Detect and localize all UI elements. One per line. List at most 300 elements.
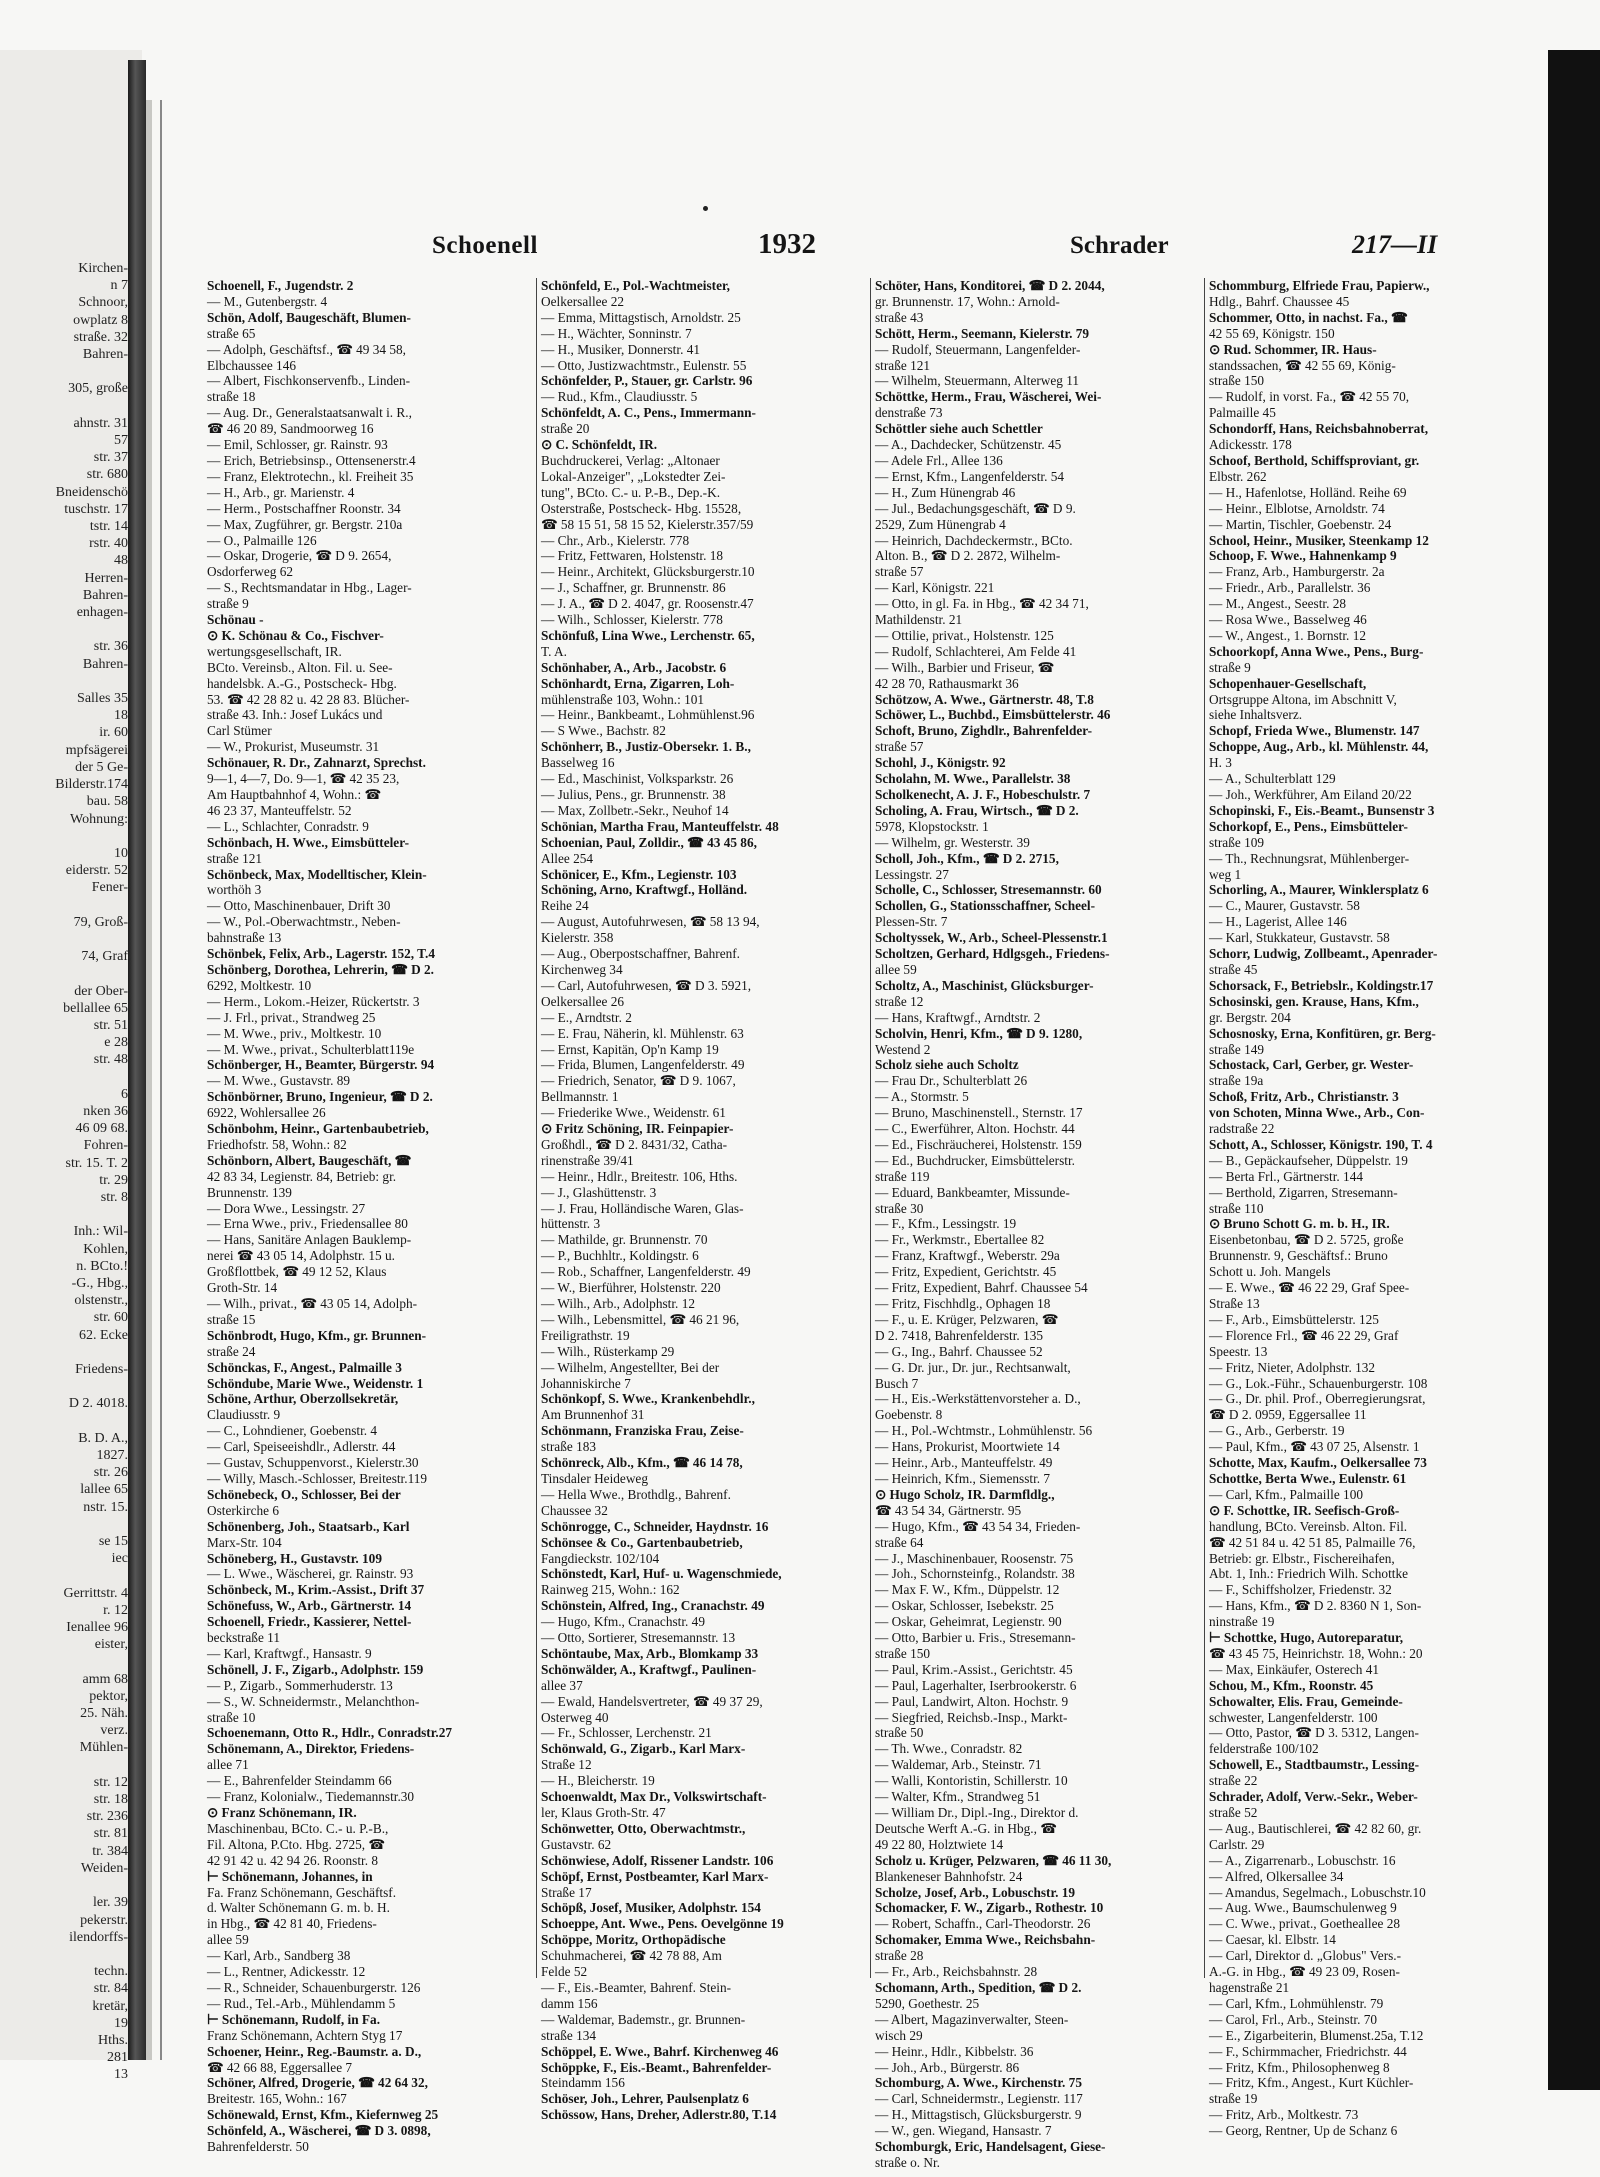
directory-entry: — Aug. Dr., Generalstaatsanwalt i. R., [207,405,412,421]
directory-entry: — H., Musiker, Donnerstr. 41 [541,341,701,357]
directory-entry: — W., Pol.-Oberwachtmstr., Neben- [207,914,401,930]
adjacent-page-line: 25. Näh. [80,1706,128,1722]
directory-entry: ⊙ Rud. Schommer, IR. Haus- [1209,341,1377,357]
directory-entry: Schollen, G., Stationsschaffner, Scheel- [875,898,1096,914]
directory-entry: — Emma, Mittagstisch, Arnoldstr. 25 [541,309,741,325]
adjacent-page-line: ahnstr. 31 [73,415,128,431]
directory-entry: 49 22 80, Holztwiete 14 [875,1836,1004,1852]
directory-entry: ⊙ C. Schönfeldt, IR. [541,437,658,453]
directory-entry: — Caesar, kl. Elbstr. 14 [1209,1932,1336,1948]
directory-entry: Felde 52 [541,1964,588,1980]
directory-entry: Straße 12 [541,1757,592,1773]
directory-entry: ⊢ Schottke, Hugo, Autoreparatur, [1209,1630,1404,1646]
directory-entry: — Paul, Lagerhalter, Iserbrookerstr. 6 [875,1677,1077,1693]
directory-entry: straße 24 [207,1343,256,1359]
directory-entry: — Heinr., Bankbeamt., Lohmühlenst.96 [541,707,755,723]
directory-entry: — Wilh., Lebensmittel, ☎ 46 21 96, [541,1311,740,1327]
scan-border [1548,50,1600,2090]
adjacent-page-line: straße. 32 [73,329,128,345]
directory-entry: — Frau Dr., Schulterblatt 26 [875,1073,1028,1089]
directory-entry: — Alfred, Olkersallee 34 [1209,1868,1344,1884]
adjacent-page-line [0,1653,128,1670]
directory-entry: — Otto, in gl. Fa. in Hbg., ☎ 42 34 71, [875,596,1089,612]
directory-entry: — J. Frl., privat., Strandweg 25 [207,1009,376,1025]
directory-entry: — Otto, Pastor, ☎ D 3. 5312, Langen- [1209,1725,1419,1741]
directory-entry: Schoft, Bruno, Zighdlr., Bahrenfelder- [875,723,1093,739]
directory-entry: — Fritz, Expedient, Gerichtstr. 45 [875,1264,1057,1280]
directory-entry: — H., Pol.-Wchtmstr., Lohmühlenstr. 56 [875,1423,1093,1439]
directory-entry: — M., Angest., Seestr. 28 [1209,596,1347,612]
directory-entry: Abt. 1, Inh.: Friedrich Wilh. Schottke [1209,1566,1409,1582]
directory-entry: 6922, Wohlersallee 26 [207,1105,326,1121]
directory-entry: — Rudolf, Steuermann, Langenfelder- [875,341,1081,357]
directory-entry: Chaussee 32 [541,1502,608,1518]
directory-entry: — Friedrich, Senator, ☎ D 9. 1067, [541,1073,736,1089]
directory-entry: — Amandus, Segelmach., Lobuschstr.10 [1209,1884,1426,1900]
directory-entry: — Otto, Barbier u. Fris., Stresemann- [875,1630,1076,1646]
directory-entry: Reihe 24 [541,898,589,914]
adjacent-page-line: str. 15. T. 2 [65,1155,128,1171]
directory-entry: — Friedr., Arb., Parallelstr. 36 [1209,580,1371,596]
page-number: 217—II [1352,230,1438,259]
directory-entry: straße 43 [875,309,924,325]
adjacent-page-line: olstenstr., [74,1293,128,1309]
directory-entry: — Max F. W., Kfm., Düppelstr. 12 [875,1582,1060,1598]
directory-entry: Schönckas, F., Angest., Palmaille 3 [207,1359,402,1375]
adjacent-page-line: nstr. 15. [83,1499,128,1515]
directory-entry: tung", BCto. C.- u. P.-B., Dep.-K. [541,484,721,500]
directory-entry: Schomburgk, Eric, Handelsagent, Giese- [875,2139,1106,2155]
directory-entry: Scholtzen, Gerhard, Hdlgsgeh., Friedens- [875,946,1110,962]
directory-entry: — Adele Frl., Allee 136 [875,452,1003,468]
adjacent-page-line: n. BCto.! [76,1258,128,1274]
directory-entry: — F., Schiffsholzer, Friedenstr. 32 [1209,1582,1392,1598]
directory-entry: Ortsgruppe Altona, im Abschnitt V, [1209,691,1397,707]
directory-entry: — Heinrich, Dachdeckermstr., BCto. [875,532,1073,548]
directory-entry: straße 150 [1209,373,1265,389]
directory-entry: straße 52 [1209,1805,1258,1820]
directory-entry: — Oskar, Geheimrat, Legienstr. 90 [875,1614,1062,1630]
directory-entry: Schöntaube, Max, Arb., Blomkamp 33 [541,1645,759,1661]
directory-entry: Schrader, Adolf, Verw.-Sekr., Weber- [1209,1789,1418,1805]
adjacent-page-line: der 5 Ge- [75,759,128,775]
directory-entry: Schönreck, Alb., Kfm., ☎ 46 14 78, [541,1455,743,1471]
directory-entry: — Ed., Buchdrucker, Eimsbüttelerstr. [875,1152,1075,1168]
directory-entry: allee 71 [207,1757,249,1773]
adjacent-page-line [0,828,128,845]
directory-entry: — E., Arndtstr. 2 [541,1009,632,1025]
adjacent-page-line: Kirchen- [78,261,128,276]
adjacent-page-line: str. 84 [93,1981,128,1997]
directory-entry: gr. Bergstr. 204 [1209,1009,1291,1025]
directory-entry: Schohl, J., Königstr. 92 [875,755,1006,771]
directory-entry: Schoop, F. Wwe., Hahnenkamp 9 [1209,548,1397,564]
directory-entry: Schomann, Arth., Spedition, ☎ D 2. [875,1979,1082,1995]
directory-entry: Gustavstr. 62 [541,1836,612,1852]
directory-entry: Schött, Herm., Seemann, Kielerstr. 79 [875,325,1090,341]
directory-entry: ler, Klaus Groth-Str. 47 [541,1805,666,1820]
directory-entry: — Karl, Stukkateur, Gustavstr. 58 [1209,930,1390,946]
directory-entry: — Heinr., Hdlr., Breitestr. 106, Hths. [541,1168,738,1184]
directory-entry: Schönfuß, Lina Wwe., Lerchenstr. 65, [541,627,755,643]
directory-entry: worthöh 3 [207,882,262,898]
directory-entry: — Otto, Justizwachtmstr., Eulenstr. 55 [541,357,747,373]
header-first-entry: Schoenell [432,232,538,259]
directory-entry: ⊢ Schönemann, Johannes, in [207,1868,373,1884]
directory-entry: — G., Dr. phil. Prof., Oberregierungsrat, [1209,1391,1426,1407]
directory-entry: ⊙ Franz Schönemann, IR. [207,1805,357,1820]
adjacent-page-line: tuschstr. 17 [64,501,128,517]
adjacent-page-line: enhagen- [76,605,128,621]
directory-entry: Schöpf, Ernst, Postbeamter, Karl Marx- [541,1868,769,1884]
directory-entry: hagenstraße 21 [1209,1979,1290,1995]
directory-entry: Osterweg 40 [541,1709,609,1725]
directory-entry: Allee 254 [541,850,594,866]
directory-entry: Fil. Altona, P.Cto. Hbg. 2725, ☎ [207,1836,385,1852]
directory-entry: — Friederike Wwe., Weidenstr. 61 [541,1105,726,1121]
directory-entry: — Hans, Prokurist, Moortwiete 14 [875,1439,1060,1455]
adjacent-page-line: Kohlen, [83,1241,128,1257]
directory-entry: — Martin, Tischler, Goebenstr. 24 [1209,516,1392,532]
adjacent-page-line: 79, Groß- [73,914,128,930]
directory-entry: — Hugo, Kfm., ☎ 43 54 34, Frieden- [875,1518,1081,1534]
directory-entry: Schoß, Fritz, Arb., Christianstr. 3 [1209,1089,1399,1105]
directory-entry: — Ottilie, privat., Holstenstr. 125 [875,627,1054,643]
directory-entry: straße 57 [875,564,924,580]
adjacent-page-line [0,398,128,415]
directory-entry: — Wilh., Schlosser, Kielerstr. 778 [541,612,723,628]
directory-entry: Schönherr, B., Justiz-Obersekr. 1. B., [541,739,751,755]
directory-entry: — L., Rentner, Adickesstr. 12 [207,1964,366,1980]
directory-entry: — E., Bahrenfelder Steindamm 66 [207,1773,392,1789]
directory-entry: — Gustav, Schuppenvorst., Kielerstr.30 [207,1455,419,1471]
directory-entry: 5978, Klopstockstr. 1 [875,818,989,834]
adjacent-page-line: 13 [114,2067,128,2083]
directory-entry: — Mathilde, gr. Brunnenstr. 70 [541,1232,708,1248]
directory-entry: — Rudolf, Schlachterei, Am Felde 41 [875,643,1077,659]
adjacent-page-line [0,1567,128,1584]
directory-entry: — W., Prokurist, Museumstr. 31 [207,739,380,755]
directory-entry: Schott, A., Schlosser, Königstr. 190, T. 4 [1209,1136,1433,1152]
directory-entry: Schönbeck, M., Krim.-Assist., Drift 37 [207,1582,425,1598]
directory-entry: — Ewald, Handelsvertreter, ☎ 49 37 29, [541,1693,763,1709]
directory-entry: 42 28 70, Rathausmarkt 36 [875,675,1019,691]
directory-entry: Schönbeck, Max, Modelltischer, Klein- [207,866,427,882]
directory-entry: 2529, Zum Hünengrab 4 [875,516,1006,532]
directory-entry: in Hbg., ☎ 42 81 40, Friedens- [207,1916,377,1932]
directory-entry: — F., Kfm., Lessingstr. 19 [875,1216,1017,1232]
directory-entry: — H., Lagerist, Allee 146 [1209,914,1347,930]
directory-entry: — J., Schaffner, gr. Brunnenstr. 86 [541,580,726,596]
directory-entry: Oelkersallee 22 [541,293,625,309]
directory-entry: Scholz u. Krüger, Pelzwaren, ☎ 46 11 30, [875,1852,1112,1868]
adjacent-page-line: e 28 [104,1035,128,1051]
directory-entry: Scholing, A. Frau, Wirtsch., ☎ D 2. [875,802,1079,818]
directory-entry: — Ed., Maschinist, Volksparkstr. 26 [541,771,734,787]
directory-entry: — Bruno, Maschinenstell., Sternstr. 17 [875,1105,1083,1121]
directory-entry: ⊙ Fritz Schöning, IR. Feinpapier- [541,1121,734,1137]
directory-entry: Schöter, Hans, Konditorei, ☎ D 2. 2044, [875,278,1105,293]
directory-entry: BCto. Vereinsb., Alton. Fil. u. See- [207,659,393,675]
directory-entry: — Rosa Wwe., Basselweg 46 [1209,612,1367,628]
adjacent-page-line: ler. 39 [93,1895,128,1911]
directory-entry: ☎ 43 45 75, Heinrichstr. 18, Wohn.: 20 [1209,1645,1423,1661]
directory-entry: Schöser, Joh., Lehrer, Paulsenplatz 6 [541,2091,749,2107]
adjacent-page-line: B. D. A., [78,1430,128,1446]
directory-entry: Schoenemann, Otto R., Hdlr., Conradstr.27 [207,1725,453,1741]
directory-entry: — Joh., Werkführer, Am Eiland 20/22 [1209,787,1412,802]
directory-entry: Schönstedt, Karl, Huf- u. Wagenschmiede, [541,1566,782,1582]
directory-entry: Schönsee & Co., Gartenbaubetrieb, [541,1534,743,1550]
directory-entry: ⊙ Bruno Schott G. m. b. H., IR. [1209,1216,1390,1232]
directory-entry: Schoppe, Aug., Arb., kl. Mühlenstr. 44, [1209,739,1429,755]
directory-entry: Bellmannstr. 1 [541,1089,619,1105]
directory-entry: Basselweg 16 [541,755,615,771]
directory-entry: — Hans, Sanitäre Anlagen Bauklemp- [207,1232,412,1248]
directory-entry: Busch 7 [875,1375,919,1391]
directory-entry: Schowalter, Elis. Frau, Gemeinde- [1209,1693,1403,1709]
directory-entry: Blankeneser Bahnhofstr. 24 [875,1868,1023,1884]
directory-entry: ⊢ Schönemann, Rudolf, in Fa. [207,2011,381,2027]
directory-entry: Steindamm 156 [541,2075,625,2091]
directory-entry: Schönfeld, A., Wäscherei, ☎ D 3. 0898, [207,2123,431,2139]
directory-entry: — William Dr., Dipl.-Ing., Direktor d. [875,1805,1079,1820]
directory-entry: straße 50 [875,1725,924,1741]
directory-entry: — L., Schlachter, Conradstr. 9 [207,818,369,834]
adjacent-page-line: str. 12 [93,1774,128,1790]
directory-entry: Schönauer, R. Dr., Zahnarzt, Sprechst. [207,755,426,771]
directory-entry: Buchdruckerei, Verlag: „Altonaer [541,452,720,468]
directory-entry: — Georg, Rentner, Up de Schanz 6 [1209,2123,1398,2139]
directory-entry: Osterstraße, Postscheck- Hbg. 15528, [541,500,742,516]
directory-entry: Friedhofstr. 58, Wohn.: 82 [207,1136,347,1152]
directory-entry: Schönell, J. F., Zigarb., Adolphstr. 159 [207,1661,424,1677]
adjacent-page-line: amm 68 [82,1671,128,1687]
directory-entry: — Albert, Magazinverwalter, Steen- [875,2011,1069,2027]
directory-entry: Kielerstr. 358 [541,930,614,946]
directory-entry: — S., W. Schneidermstr., Melanchthon- [207,1693,420,1709]
adjacent-page-line: kretär, [92,1998,128,2014]
adjacent-page-line: tstr. 14 [89,519,128,535]
directory-entry: Schott u. Joh. Mangels [1209,1264,1331,1280]
directory-entry: Plessen-Str. 7 [875,914,948,930]
directory-entry: — J., Glashüttenstr. 3 [541,1184,657,1200]
directory-entry: straße 22 [1209,1773,1258,1789]
directory-entry: Eisenbetonbau, ☎ D 2. 5725, große [1209,1232,1404,1248]
directory-entry: — Adolph, Geschäftsf., ☎ 49 34 58, [207,341,407,357]
directory-entry: Hdlg., Bahrf. Chaussee 45 [1209,293,1350,309]
directory-entry: — Willy, Masch.-Schlosser, Breitestr.119 [207,1470,428,1486]
directory-entry: Lokal-Anzeiger", „Lokstedter Zei- [541,468,726,484]
directory-entry: — O., Palmaille 126 [207,532,317,548]
directory-entry: — Joh., Schornsteinfg., Rolandstr. 38 [875,1566,1075,1582]
adjacent-page-line: str. 51 [93,1017,128,1033]
directory-entry: Schönbohm, Heinr., Gartenbaubetrieb, [207,1121,429,1137]
directory-entry: ☎ 46 20 89, Sandmoorweg 16 [207,421,374,437]
directory-entry: — Wilh., Arb., Adolphstr. 12 [541,1296,695,1311]
adjacent-page-line: Gerrittstr. 4 [63,1585,128,1601]
directory-entry: Straße 17 [541,1884,592,1900]
directory-entry: — Berta Frl., Gärtnerstr. 144 [1209,1168,1363,1184]
adjacent-page-line [0,673,128,690]
directory-entry: — Siegfried, Reichsb.-Insp., Markt- [875,1709,1068,1725]
directory-entry: — Karl, Arb., Sandberg 38 [207,1948,351,1964]
directory-entry: ⊙ Hugo Scholz, IR. Darmfldlg., [875,1486,1055,1502]
directory-entry: Schoof, Berthold, Schiffsproviant, gr. [1209,452,1420,468]
directory-entry: felderstraße 100/102 [1209,1741,1319,1757]
directory-entry: straße 9 [1209,659,1251,675]
adjacent-page-line: Weiden- [80,1860,128,1876]
directory-entry: Am Brunnenhof 31 [541,1407,645,1423]
directory-entry: straße 19 [1209,2091,1258,2107]
directory-entry: A.-G. in Hbg., ☎ 49 23 09, Rosen- [1209,1964,1400,1980]
directory-entry: — G. Dr. jur., Dr. jur., Rechtsanwalt, [875,1359,1071,1375]
adjacent-page-line: eister, [94,1637,128,1653]
directory-entry: — Rud., Kfm., Claudiusstr. 5 [541,389,698,405]
directory-column-3 [871,278,1205,2170]
directory-entry: — Carl, Direktor d. „Globus" Vers.- [1209,1948,1402,1964]
directory-entry: Scholahn, M. Wwe., Parallelstr. 38 [875,771,1071,787]
adjacent-page-line: -G., Hbg., [71,1275,128,1291]
page-edge [160,100,162,2060]
directory-entry: Schönmann, Franziska Frau, Zeise- [541,1423,744,1439]
adjacent-page-line: 74, Graf [81,949,128,965]
directory-entry: nerei ☎ 43 05 14, Adolphstr. 15 u. [207,1248,395,1264]
directory-entry: — Heinrich, Kfm., Siemensstr. 7 [875,1470,1051,1486]
directory-entry: straße 9 [207,596,249,612]
directory-entry: Schönian, Martha Frau, Manteuffelstr. 48 [541,818,779,834]
adjacent-page-line: Schnoor, [78,295,128,311]
directory-entry: d. Walter Schönemann G. m. b. H. [207,1900,390,1916]
directory-entry: — Aug., Oberpostschaffner, Bahrenf. [541,946,740,962]
directory-entry: Schönemann, A., Direktor, Friedens- [207,1741,415,1757]
directory-entry: Schönrogge, C., Schneider, Haydnstr. 16 [541,1518,769,1534]
adjacent-page-line: str. 680 [86,467,128,483]
directory-entry: — Franz, Kraftwgf., Weberstr. 29a [875,1248,1060,1264]
adjacent-page-line: Inh.: Wil- [73,1224,128,1240]
directory-entry: — Oskar, Schlosser, Isebekstr. 25 [875,1598,1054,1614]
adjacent-page-line: owplatz 8 [73,312,128,328]
directory-entry: — H., Wächter, Sonninstr. 7 [541,325,692,341]
adjacent-page-line [0,1378,128,1395]
adjacent-page-line: r. 12 [103,1602,128,1618]
adjacent-page-line [0,1757,128,1774]
directory-entry: — C., Ewerführer, Alton. Hochstr. 44 [875,1121,1075,1137]
directory-entry: — M. Wwe., privat., Schulterblatt119e [207,1041,415,1057]
directory-column-1 [203,278,537,2155]
directory-entry: Schoenell, F., Jugendstr. 2 [207,278,354,293]
directory-entry: — Carl, Speiseeishdlr., Adlerstr. 44 [207,1439,396,1455]
directory-entry: Schopinski, F., Eis.-Beamt., Bunsenstr 3 [1209,802,1435,818]
directory-entry: Schönfeldt, A. C., Pens., Immermann- [541,405,756,421]
print-mark [703,206,708,211]
directory-entry: 53. ☎ 42 28 82 u. 42 28 83. Blücher- [207,691,410,707]
directory-entry: — Hugo, Kfm., Cranachstr. 49 [541,1614,705,1630]
directory-entry: — Emil, Schlosser, gr. Rainstr. 93 [207,437,388,453]
adjacent-page-line: D 2. 4018. [68,1396,128,1412]
adjacent-page-line: tr. 384 [92,1843,128,1859]
directory-entry: — C., Maurer, Gustavstr. 58 [1209,898,1360,914]
adjacent-page-line: Fohren- [83,1138,128,1154]
directory-entry: Schönenberg, Joh., Staatsarb., Karl [207,1518,410,1534]
directory-entry: Schönkopf, S. Wwe., Krankenbehdlr., [541,1391,755,1407]
directory-entry: straße o. Nr. [875,2154,940,2170]
directory-entry: Schoeppe, Ant. Wwe., Pens. Oevelgönne 19 [541,1916,784,1932]
book-binding [128,60,146,2060]
directory-entry: straße 15 [207,1311,256,1327]
directory-entry: — Fritz, Kfm., Angest., Kurt Küchler- [1209,2075,1414,2091]
adjacent-page-line: str. 48 [93,1052,128,1068]
directory-entry: von Schoten, Minna Wwe., Arb., Con- [1209,1105,1425,1121]
directory-entry: Schönwiese, Adolf, Rissener Landstr. 106 [541,1852,774,1868]
directory-entry: Schoenell, Friedr., Kassierer, Nettel- [207,1614,412,1630]
adjacent-page-line: bau. 58 [86,794,128,810]
directory-entry: — Paul, Landwirt, Alton. Hochstr. 9 [875,1693,1069,1709]
directory-entry: — Dora Wwe., Lessingstr. 27 [207,1200,366,1216]
directory-entry: Schönwetter, Otto, Oberwachtmstr., [541,1820,746,1836]
directory-entry: — Wilh., Barbier und Friseur, ☎ [875,659,1055,675]
adjacent-page-line: str. 26 [93,1465,128,1481]
directory-entry: — E. Frau, Näherin, kl. Mühlenstr. 63 [541,1025,744,1041]
directory-entry: straße 110 [1209,1200,1264,1216]
directory-entry: Lessingstr. 27 [875,866,949,882]
directory-entry: ☎ 58 15 51, 58 15 52, Kielerstr.357/59 [541,516,754,532]
directory-entry: — M., Gutenbergstr. 4 [207,293,328,309]
directory-entry: — Berthold, Zigarren, Stresemann- [1209,1184,1398,1200]
adjacent-page-line: Bahren- [82,347,128,363]
directory-entry: — Paul, Kfm., ☎ 43 07 25, Alsenstr. 1 [1209,1439,1420,1455]
directory-entry: — H., Hafenlotse, Holländ. Reihe 69 [1209,484,1407,500]
directory-entry: — A., Stormstr. 5 [875,1089,969,1105]
directory-entry: ninstraße 19 [1209,1614,1275,1630]
directory-entry: ☎ D 2. 0959, Eggersallee 11 [1209,1407,1367,1423]
directory-entry: — Erna Wwe., priv., Friedensallee 80 [207,1216,408,1232]
directory-entry: — Hans, Kraftwgf., Arndtstr. 2 [875,1009,1041,1025]
directory-entry: — Fritz, Expedient, Bahrf. Chaussee 54 [875,1280,1088,1296]
directory-entry: Schomaker, Emma Wwe., Reichsbahn- [875,1932,1096,1948]
directory-entry: Carlstr. 29 [1209,1836,1265,1852]
directory-entry: — Heinr., Elblotse, Arnoldstr. 74 [1209,500,1385,516]
directory-entry: radstraße 22 [1209,1121,1275,1137]
directory-entry: Schorling, A., Maurer, Winklersplatz 6 [1209,882,1429,898]
directory-entry: — Ed., Fischräucherei, Holstenstr. 159 [875,1136,1082,1152]
directory-entry: straße 119 [875,1168,930,1184]
directory-entry: Schöne, Arthur, Oberzollsekretär, [207,1391,399,1407]
adjacent-page-line: Herren- [84,570,128,586]
directory-entry: Schoenwaldt, Max Dr., Volkswirtschaft- [541,1789,767,1805]
directory-entry: 6292, Moltkestr. 10 [207,977,312,993]
directory-entry: straße 10 [207,1709,256,1725]
directory-entry: ☎ 42 51 84 u. 42 51 85, Palmaille 76, [1209,1534,1416,1550]
directory-entry: Claudiusstr. 9 [207,1407,281,1423]
directory-entry: — Robert, Schaffn., Carl-Theodorstr. 26 [875,1916,1091,1932]
directory-entry: Schöneberg, H., Gustavstr. 109 [207,1550,382,1566]
directory-entry: straße 109 [1209,834,1265,850]
directory-entry: straße 134 [541,2027,597,2043]
directory-entry: — Heinr., Hdlr., Kibbelstr. 36 [875,2043,1034,2059]
adjacent-page-line: str. 37 [93,450,128,466]
directory-entry: — J. A., ☎ D 2. 4047, gr. Roosenstr.47 [541,596,754,612]
directory-entry: Marx-Str. 104 [207,1534,282,1550]
directory-entry: Maschinenbau, BCto. C.- u. P.-B., [207,1820,389,1836]
directory-entry: — Joh., Arb., Bürgerstr. 86 [875,2059,1020,2075]
adjacent-page-line: pektor, [89,1688,128,1704]
adjacent-page-line: Fener- [91,880,128,896]
directory-entry: Carl Stümer [207,723,272,739]
directory-entry: Schönberg, Dorothea, Lehrerin, ☎ D 2. [207,961,434,977]
directory-entry: Schopenhauer-Gesellschaft, [1209,675,1367,691]
directory-entry: straße 57 [875,739,924,755]
